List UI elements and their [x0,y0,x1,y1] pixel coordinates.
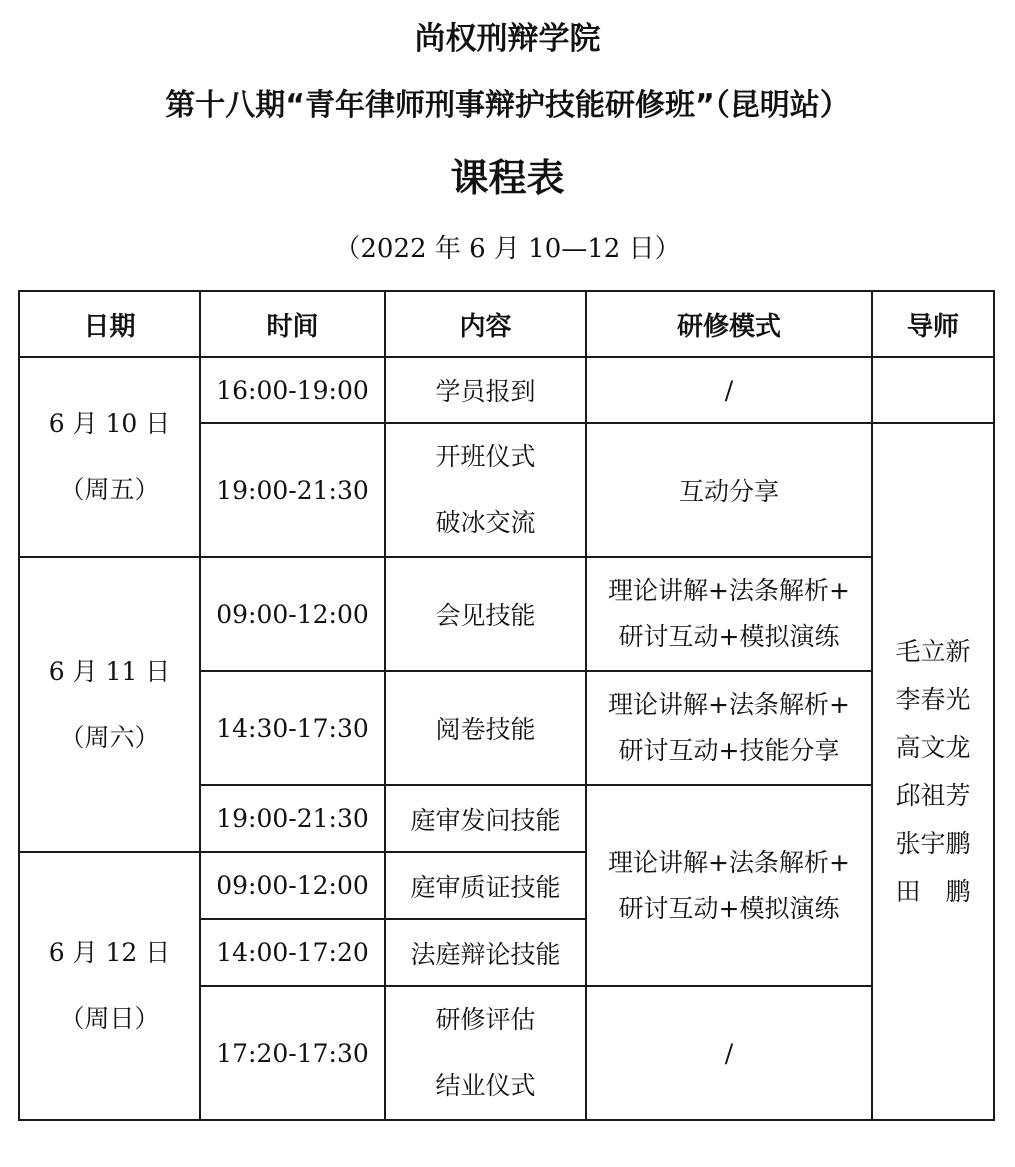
mode-cell [586,785,872,986]
table-row [19,557,994,671]
header-time: 时间 [200,291,385,357]
mentor-cell [872,423,994,1120]
mentor-name: 毛立新 [895,636,971,666]
content-text: 法庭辩论技能 [410,939,561,969]
day-cell [19,557,200,852]
mentor-name: 田 鹏 [895,876,971,906]
content-text: 会见技能 [435,601,536,630]
mode-cell [586,557,872,671]
day-cell [19,357,200,557]
content-cell [385,986,586,1120]
mentor-empty-cell [872,357,994,423]
content-text: 破冰交流 [435,508,536,537]
mode-text: 理论讲解+法条解析+ [608,847,850,877]
header-mentor: 导师 [872,291,994,357]
mentor-name: 高文龙 [895,732,971,762]
content-text: 结业仪式 [435,1071,536,1100]
mode-cell [586,423,872,557]
mode-text: / [724,375,734,405]
day-weekday: （周五） [59,475,160,504]
day-cell [19,852,200,1120]
table-header-row [19,291,994,357]
time-cell: 19:00-21:30 [200,423,385,557]
mode-text: 研讨互动+模拟演练 [618,893,840,923]
day-weekday: （周六） [59,722,160,752]
mentor-name: 邱祖芳 [895,780,971,810]
mode-text: 研讨互动+技能分享 [618,736,840,765]
day-date: 6 月 12 日 [48,938,171,967]
time-cell: 19:00-21:30 [200,785,385,852]
mode-text: 理论讲解+法条解析+ [608,690,850,719]
day-date: 6 月 11 日 [48,656,171,686]
document-title: 课程表 [450,156,565,200]
content-text: 学员报到 [435,377,536,406]
content-cell [385,423,586,557]
school-name: 尚权刑辩学院 [414,21,601,57]
time-cell: 14:00-17:20 [200,919,385,986]
header-mode: 研修模式 [586,291,872,357]
mode-cell [586,986,872,1120]
program-title: 第十八期“青年律师刑事辩护技能研修班”（昆明站） [165,88,850,123]
time-cell: 14:30-17:30 [200,671,385,785]
content-cell [385,852,586,919]
mode-text: 研讨互动+模拟演练 [618,622,840,651]
mode-text: 互动分享 [678,477,779,506]
content-text: 研修评估 [435,1005,536,1034]
mentor-name: 张宇鹏 [895,828,971,858]
header-date: 日期 [19,291,200,357]
mode-cell [586,671,872,785]
day-weekday: （周日） [59,1004,160,1033]
schedule-table [18,290,995,1121]
content-cell [385,357,586,423]
date-range: （2022 年 6 月 10—12 日） [334,234,681,264]
table-row [19,357,994,423]
content-text: 庭审质证技能 [410,872,561,902]
day-date: 6 月 10 日 [48,409,171,438]
content-cell [385,557,586,671]
time-cell: 09:00-12:00 [200,557,385,671]
mode-cell [586,357,872,423]
content-text: 阅卷技能 [435,715,536,744]
content-text: 庭审发问技能 [410,805,561,835]
time-cell: 16:00-19:00 [200,357,385,423]
content-cell [385,671,586,785]
mentor-name: 李春光 [895,684,971,714]
content-text: 开班仪式 [435,442,536,471]
content-cell [385,785,586,852]
mode-text: 理论讲解+法条解析+ [608,576,850,605]
header-content: 内容 [385,291,586,357]
time-cell: 09:00-12:00 [200,852,385,919]
time-cell: 17:20-17:30 [200,986,385,1120]
content-cell [385,919,586,986]
mode-text: / [724,1038,734,1068]
